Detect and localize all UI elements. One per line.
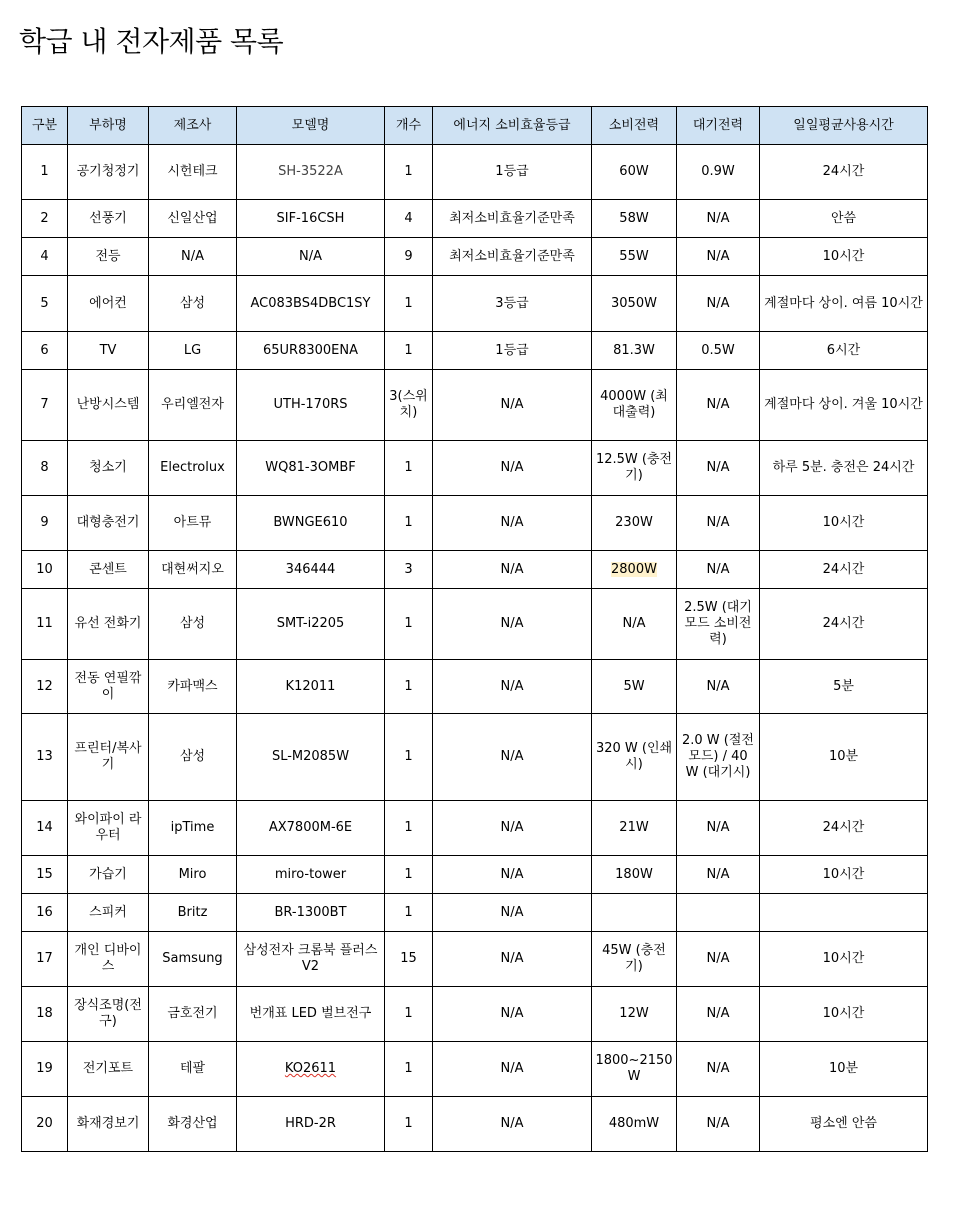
cell-device: 전등 bbox=[68, 238, 149, 276]
cell-standby: N/A bbox=[677, 276, 760, 332]
cell-device: 청소기 bbox=[68, 441, 149, 496]
cell-maker: Britz bbox=[149, 894, 237, 932]
cell-device: TV bbox=[68, 332, 149, 370]
cell-count: 1 bbox=[385, 660, 433, 714]
cell-standby: N/A bbox=[677, 856, 760, 894]
cell-power: 45W (충전기) bbox=[592, 932, 677, 987]
cell-device: 가습기 bbox=[68, 856, 149, 894]
table-row bbox=[22, 1042, 928, 1097]
col-header-model: 모델명 bbox=[237, 107, 385, 145]
table-row bbox=[22, 441, 928, 496]
cell-power: 230W bbox=[592, 496, 677, 551]
cell-maker: 대현써지오 bbox=[149, 551, 237, 589]
cell-maker: 아트뮤 bbox=[149, 496, 237, 551]
cell-maker: LG bbox=[149, 332, 237, 370]
cell-no: 4 bbox=[22, 238, 68, 276]
cell-power: N/A bbox=[592, 589, 677, 660]
cell-model: 번개표 LED 벌브전구 bbox=[237, 987, 385, 1042]
col-header-standby: 대기전력 bbox=[677, 107, 760, 145]
cell-count: 3(스위치) bbox=[385, 370, 433, 441]
cell-maker: ipTime bbox=[149, 801, 237, 856]
cell-grade: N/A bbox=[433, 551, 592, 589]
table-row bbox=[22, 238, 928, 276]
cell-maker: Electrolux bbox=[149, 441, 237, 496]
cell-maker: N/A bbox=[149, 238, 237, 276]
cell-standby: 0.5W bbox=[677, 332, 760, 370]
cell-count: 1 bbox=[385, 589, 433, 660]
cell-maker: 테팔 bbox=[149, 1042, 237, 1097]
cell-model: BWNGE610 bbox=[237, 496, 385, 551]
cell-count: 1 bbox=[385, 1042, 433, 1097]
cell-grade: 최저소비효율기준만족 bbox=[433, 238, 592, 276]
cell-count: 1 bbox=[385, 1097, 433, 1152]
cell-usage: 10시간 bbox=[760, 987, 928, 1042]
cell-power: 12.5W (충전기) bbox=[592, 441, 677, 496]
cell-usage: 6시간 bbox=[760, 332, 928, 370]
cell-count: 15 bbox=[385, 932, 433, 987]
cell-grade: N/A bbox=[433, 714, 592, 801]
cell-power: 55W bbox=[592, 238, 677, 276]
cell-power: 12W bbox=[592, 987, 677, 1042]
col-header-maker: 제조사 bbox=[149, 107, 237, 145]
cell-grade: N/A bbox=[433, 496, 592, 551]
col-header-usage: 일일평균사용시간 bbox=[760, 107, 928, 145]
cell-usage: 10시간 bbox=[760, 496, 928, 551]
table-row bbox=[22, 987, 928, 1042]
cell-usage: 하루 5분. 충전은 24시간 bbox=[760, 441, 928, 496]
cell-maker: 카파맥스 bbox=[149, 660, 237, 714]
header-row bbox=[22, 107, 928, 145]
highlighted-text: 2800W bbox=[611, 561, 657, 577]
cell-power: 81.3W bbox=[592, 332, 677, 370]
cell-no: 12 bbox=[22, 660, 68, 714]
cell-standby: 2.0 W (절전모드) / 40 W (대기시) bbox=[677, 714, 760, 801]
cell-maker: 시헌테크 bbox=[149, 145, 237, 200]
cell-device: 전기포트 bbox=[68, 1042, 149, 1097]
cell-usage: 24시간 bbox=[760, 589, 928, 660]
cell-count: 1 bbox=[385, 441, 433, 496]
table-row bbox=[22, 370, 928, 441]
cell-standby: N/A bbox=[677, 496, 760, 551]
cell-grade: 3등급 bbox=[433, 276, 592, 332]
cell-no: 2 bbox=[22, 200, 68, 238]
cell-device: 유선 전화기 bbox=[68, 589, 149, 660]
cell-no: 16 bbox=[22, 894, 68, 932]
cell-model: UTH-170RS bbox=[237, 370, 385, 441]
cell-power: 1800~2150W bbox=[592, 1042, 677, 1097]
cell-standby: N/A bbox=[677, 551, 760, 589]
cell-model: SH-3522A bbox=[237, 145, 385, 200]
cell-grade: 최저소비효율기준만족 bbox=[433, 200, 592, 238]
cell-model: BR-1300BT bbox=[237, 894, 385, 932]
cell-maker: 삼성 bbox=[149, 589, 237, 660]
cell-maker: 삼성 bbox=[149, 714, 237, 801]
cell-count: 1 bbox=[385, 856, 433, 894]
cell-no: 18 bbox=[22, 987, 68, 1042]
cell-grade: N/A bbox=[433, 987, 592, 1042]
cell-count: 4 bbox=[385, 200, 433, 238]
cell-grade: N/A bbox=[433, 441, 592, 496]
cell-device: 장식조명(전구) bbox=[68, 987, 149, 1042]
cell-standby: N/A bbox=[677, 987, 760, 1042]
cell-count: 3 bbox=[385, 551, 433, 589]
cell-no: 5 bbox=[22, 276, 68, 332]
cell-device: 공기청정기 bbox=[68, 145, 149, 200]
cell-power bbox=[592, 551, 677, 589]
appliance-table bbox=[21, 106, 928, 1152]
cell-grade: N/A bbox=[433, 894, 592, 932]
spellcheck-underlined-text: KO2611 bbox=[284, 1061, 337, 1076]
cell-no: 8 bbox=[22, 441, 68, 496]
cell-no: 10 bbox=[22, 551, 68, 589]
cell-model: SL-M2085W bbox=[237, 714, 385, 801]
table-row bbox=[22, 801, 928, 856]
cell-grade: N/A bbox=[433, 589, 592, 660]
cell-no: 6 bbox=[22, 332, 68, 370]
cell-no: 1 bbox=[22, 145, 68, 200]
cell-grade: N/A bbox=[433, 801, 592, 856]
cell-no: 17 bbox=[22, 932, 68, 987]
table-row bbox=[22, 200, 928, 238]
cell-device: 대형충전기 bbox=[68, 496, 149, 551]
cell-model: 346444 bbox=[237, 551, 385, 589]
table-row bbox=[22, 332, 928, 370]
cell-device: 난방시스템 bbox=[68, 370, 149, 441]
cell-grade: N/A bbox=[433, 660, 592, 714]
cell-no: 19 bbox=[22, 1042, 68, 1097]
cell-device: 프린터/복사기 bbox=[68, 714, 149, 801]
cell-maker: 우리엘전자 bbox=[149, 370, 237, 441]
cell-count: 1 bbox=[385, 332, 433, 370]
cell-usage: 10시간 bbox=[760, 238, 928, 276]
cell-power: 5W bbox=[592, 660, 677, 714]
cell-standby: N/A bbox=[677, 370, 760, 441]
cell-maker: 화경산업 bbox=[149, 1097, 237, 1152]
cell-standby: 0.9W bbox=[677, 145, 760, 200]
cell-standby: N/A bbox=[677, 441, 760, 496]
cell-usage: 24시간 bbox=[760, 145, 928, 200]
cell-no: 11 bbox=[22, 589, 68, 660]
cell-grade: N/A bbox=[433, 856, 592, 894]
table-row bbox=[22, 551, 928, 589]
cell-grade: 1등급 bbox=[433, 332, 592, 370]
cell-device: 에어컨 bbox=[68, 276, 149, 332]
cell-model: AC083BS4DBC1SY bbox=[237, 276, 385, 332]
cell-model: 삼성전자 크롬북 플러스 V2 bbox=[237, 932, 385, 987]
cell-standby: N/A bbox=[677, 1097, 760, 1152]
cell-no: 13 bbox=[22, 714, 68, 801]
page-title: 학급 내 전자제품 목록 bbox=[19, 25, 284, 58]
table-row bbox=[22, 496, 928, 551]
cell-power: 320 W (인쇄시) bbox=[592, 714, 677, 801]
cell-power: 3050W bbox=[592, 276, 677, 332]
cell-usage: 10시간 bbox=[760, 856, 928, 894]
cell-maker: 신일산업 bbox=[149, 200, 237, 238]
cell-grade: N/A bbox=[433, 1097, 592, 1152]
table-row bbox=[22, 714, 928, 801]
col-header-no: 구분 bbox=[22, 107, 68, 145]
col-header-device: 부하명 bbox=[68, 107, 149, 145]
cell-device: 개인 디바이스 bbox=[68, 932, 149, 987]
cell-standby: N/A bbox=[677, 1042, 760, 1097]
cell-count: 1 bbox=[385, 801, 433, 856]
cell-grade: N/A bbox=[433, 932, 592, 987]
cell-count: 1 bbox=[385, 894, 433, 932]
cell-maker: Miro bbox=[149, 856, 237, 894]
cell-standby: N/A bbox=[677, 932, 760, 987]
table-row bbox=[22, 145, 928, 200]
cell-model: AX7800M-6E bbox=[237, 801, 385, 856]
cell-usage: 5분 bbox=[760, 660, 928, 714]
col-header-grade: 에너지 소비효율등급 bbox=[433, 107, 592, 145]
cell-power: 21W bbox=[592, 801, 677, 856]
table-row bbox=[22, 932, 928, 987]
cell-power: 60W bbox=[592, 145, 677, 200]
cell-device: 와이파이 라우터 bbox=[68, 801, 149, 856]
cell-no: 14 bbox=[22, 801, 68, 856]
cell-grade: N/A bbox=[433, 1042, 592, 1097]
cell-grade: N/A bbox=[433, 370, 592, 441]
cell-power: 4000W (최대출력) bbox=[592, 370, 677, 441]
cell-usage: 24시간 bbox=[760, 801, 928, 856]
cell-usage: 24시간 bbox=[760, 551, 928, 589]
table-row bbox=[22, 660, 928, 714]
cell-model: SMT-i2205 bbox=[237, 589, 385, 660]
cell-model: N/A bbox=[237, 238, 385, 276]
cell-count: 1 bbox=[385, 714, 433, 801]
cell-usage: 10분 bbox=[760, 1042, 928, 1097]
cell-maker: Samsung bbox=[149, 932, 237, 987]
cell-count: 1 bbox=[385, 987, 433, 1042]
table-row bbox=[22, 589, 928, 660]
cell-count: 1 bbox=[385, 276, 433, 332]
cell-standby: N/A bbox=[677, 801, 760, 856]
cell-usage: 계절마다 상이. 겨울 10시간 bbox=[760, 370, 928, 441]
cell-usage bbox=[760, 894, 928, 932]
cell-count: 9 bbox=[385, 238, 433, 276]
cell-device: 전동 연필깎이 bbox=[68, 660, 149, 714]
cell-device: 선풍기 bbox=[68, 200, 149, 238]
cell-model: SIF-16CSH bbox=[237, 200, 385, 238]
cell-device: 화재경보기 bbox=[68, 1097, 149, 1152]
cell-usage: 안씀 bbox=[760, 200, 928, 238]
col-header-count: 개수 bbox=[385, 107, 433, 145]
cell-power: 480mW bbox=[592, 1097, 677, 1152]
cell-standby: N/A bbox=[677, 200, 760, 238]
cell-power: 58W bbox=[592, 200, 677, 238]
cell-model: WQ81-3OMBF bbox=[237, 441, 385, 496]
cell-maker: 삼성 bbox=[149, 276, 237, 332]
cell-standby: N/A bbox=[677, 238, 760, 276]
cell-power: 180W bbox=[592, 856, 677, 894]
cell-no: 20 bbox=[22, 1097, 68, 1152]
cell-standby bbox=[677, 894, 760, 932]
cell-grade: 1등급 bbox=[433, 145, 592, 200]
cell-standby: N/A bbox=[677, 660, 760, 714]
cell-count: 1 bbox=[385, 496, 433, 551]
table-row bbox=[22, 1097, 928, 1152]
table-row bbox=[22, 276, 928, 332]
cell-maker: 금호전기 bbox=[149, 987, 237, 1042]
table-row bbox=[22, 856, 928, 894]
cell-model: K12011 bbox=[237, 660, 385, 714]
cell-count: 1 bbox=[385, 145, 433, 200]
cell-no: 15 bbox=[22, 856, 68, 894]
table-row bbox=[22, 894, 928, 932]
cell-device: 스피커 bbox=[68, 894, 149, 932]
cell-model: 65UR8300ENA bbox=[237, 332, 385, 370]
cell-usage: 평소엔 안씀 bbox=[760, 1097, 928, 1152]
cell-usage: 10분 bbox=[760, 714, 928, 801]
cell-device: 콘센트 bbox=[68, 551, 149, 589]
cell-usage: 10시간 bbox=[760, 932, 928, 987]
cell-standby: 2.5W (대기모드 소비전력) bbox=[677, 589, 760, 660]
cell-power bbox=[592, 894, 677, 932]
cell-model bbox=[237, 1042, 385, 1097]
cell-model: miro-tower bbox=[237, 856, 385, 894]
cell-model: HRD-2R bbox=[237, 1097, 385, 1152]
cell-no: 7 bbox=[22, 370, 68, 441]
cell-no: 9 bbox=[22, 496, 68, 551]
col-header-power: 소비전력 bbox=[592, 107, 677, 145]
cell-usage: 계절마다 상이. 여름 10시간 bbox=[760, 276, 928, 332]
